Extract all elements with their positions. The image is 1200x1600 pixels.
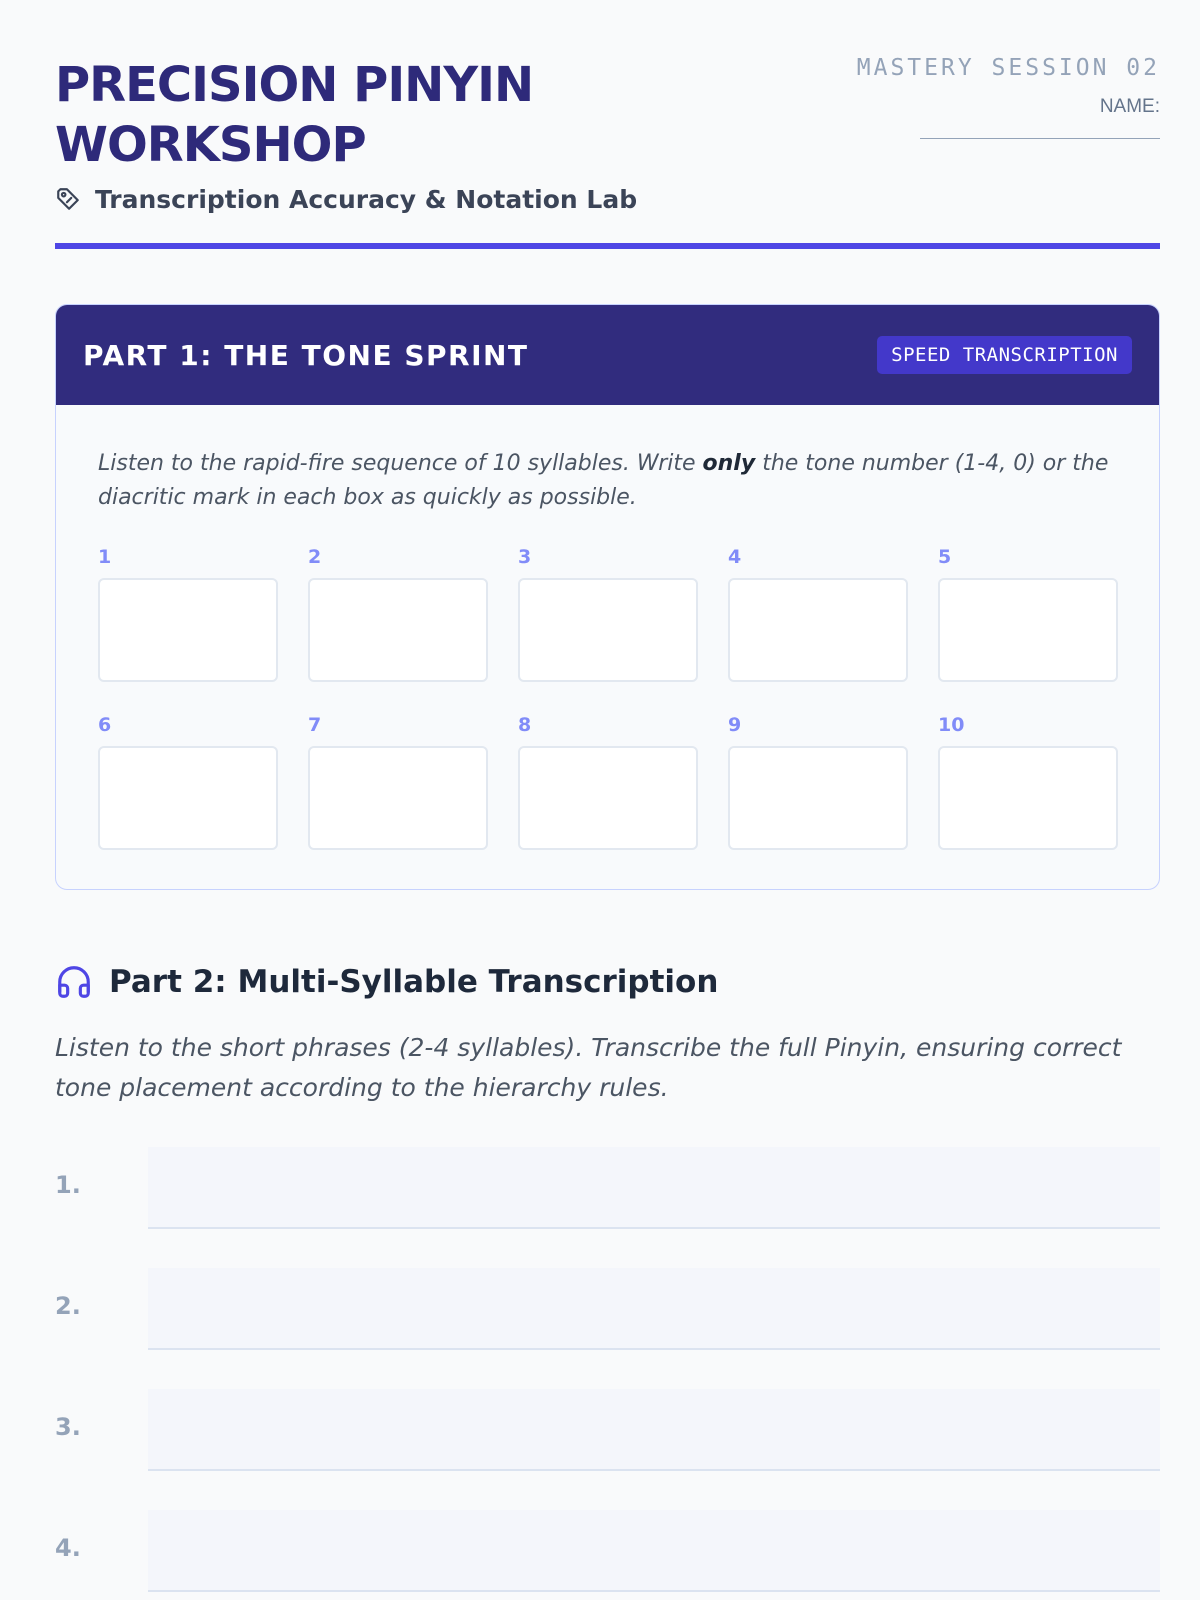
row-number: 2. <box>55 1292 81 1320</box>
tone-answer-box[interactable] <box>98 578 278 682</box>
part1-card <box>55 304 1160 890</box>
part1-header <box>56 305 1159 405</box>
worksheet-subtitle <box>55 179 637 219</box>
transcription-row <box>55 1268 1160 1350</box>
part1-title: PART 1: THE TONE SPRINT <box>83 338 529 372</box>
tone-cell-number: 2 <box>308 546 322 568</box>
tone-cell-number: 10 <box>938 714 965 736</box>
tone-cell <box>518 542 698 682</box>
worksheet-header <box>55 55 1160 245</box>
tone-cell-number: 1 <box>98 546 112 568</box>
transcription-field[interactable] <box>148 1389 1160 1471</box>
tone-answer-box[interactable] <box>728 746 908 850</box>
name-label: NAME: <box>1099 96 1160 117</box>
tone-cell <box>98 710 278 850</box>
worksheet-title <box>55 55 775 175</box>
title-line-2: WORKSHOP <box>55 117 366 173</box>
tone-answer-box[interactable] <box>308 746 488 850</box>
tone-cell <box>308 710 488 850</box>
row-number: 4. <box>55 1534 81 1562</box>
row-number: 1. <box>55 1171 81 1199</box>
title-line-1: PRECISION PINYIN <box>55 57 534 113</box>
tone-cell-number: 3 <box>518 546 532 568</box>
tone-answer-box[interactable] <box>308 578 488 682</box>
row-number: 3. <box>55 1413 81 1441</box>
pen-tag-icon <box>55 186 81 212</box>
transcription-field[interactable] <box>148 1510 1160 1592</box>
part1-instructions <box>98 447 1117 515</box>
tone-cell-number: 8 <box>518 714 532 736</box>
tone-answer-box[interactable] <box>518 578 698 682</box>
transcription-field[interactable] <box>148 1268 1160 1350</box>
session-label: MASTERY SESSION 02 <box>856 55 1160 81</box>
part2-header <box>55 960 718 1004</box>
part2-title: Part 2: Multi-Syllable Transcription <box>109 964 719 1000</box>
tone-cell-number: 7 <box>308 714 322 736</box>
tone-cell-number: 6 <box>98 714 112 736</box>
tone-answer-box[interactable] <box>728 578 908 682</box>
transcription-row <box>55 1147 1160 1229</box>
tone-answer-box[interactable] <box>518 746 698 850</box>
tone-cell <box>98 542 278 682</box>
instr-bold: only <box>702 451 756 476</box>
tone-cell-number: 5 <box>938 546 952 568</box>
part2-instructions: Listen to the short phrases (2-4 syllables). Transcribe the full Pinyin, ensuring correct tone placement according to the hierarchy rules. <box>55 1033 1122 1102</box>
tone-cell <box>938 542 1118 682</box>
worksheet-page <box>55 0 1160 1600</box>
tone-cell <box>518 710 698 850</box>
transcription-field[interactable] <box>148 1147 1160 1229</box>
tone-answer-box[interactable] <box>98 746 278 850</box>
instr-before: Listen to the rapid-fire sequence of 10 syllables. Write <box>98 451 703 476</box>
transcription-row <box>55 1389 1160 1471</box>
headphones-icon <box>55 963 93 1001</box>
instr-after: the tone number (1-4, 0) or the diacritic mark in each box as quickly as possible. <box>98 451 1109 510</box>
tone-grid <box>98 542 1117 850</box>
tone-cell <box>308 542 488 682</box>
tone-answer-box[interactable] <box>938 578 1118 682</box>
subtitle-text: Transcription Accuracy & Notation Lab <box>95 184 638 214</box>
header-divider <box>55 243 1160 249</box>
tone-cell <box>728 542 908 682</box>
transcription-row <box>55 1510 1160 1592</box>
speed-transcription-badge: SPEED TRANSCRIPTION <box>877 336 1132 374</box>
tone-answer-box[interactable] <box>938 746 1118 850</box>
tone-cell <box>728 710 908 850</box>
tone-cell-number: 9 <box>728 714 742 736</box>
tone-cell-number: 4 <box>728 546 742 568</box>
name-field[interactable] <box>920 138 1160 139</box>
part1-body <box>56 405 1159 850</box>
tone-cell <box>938 710 1118 850</box>
